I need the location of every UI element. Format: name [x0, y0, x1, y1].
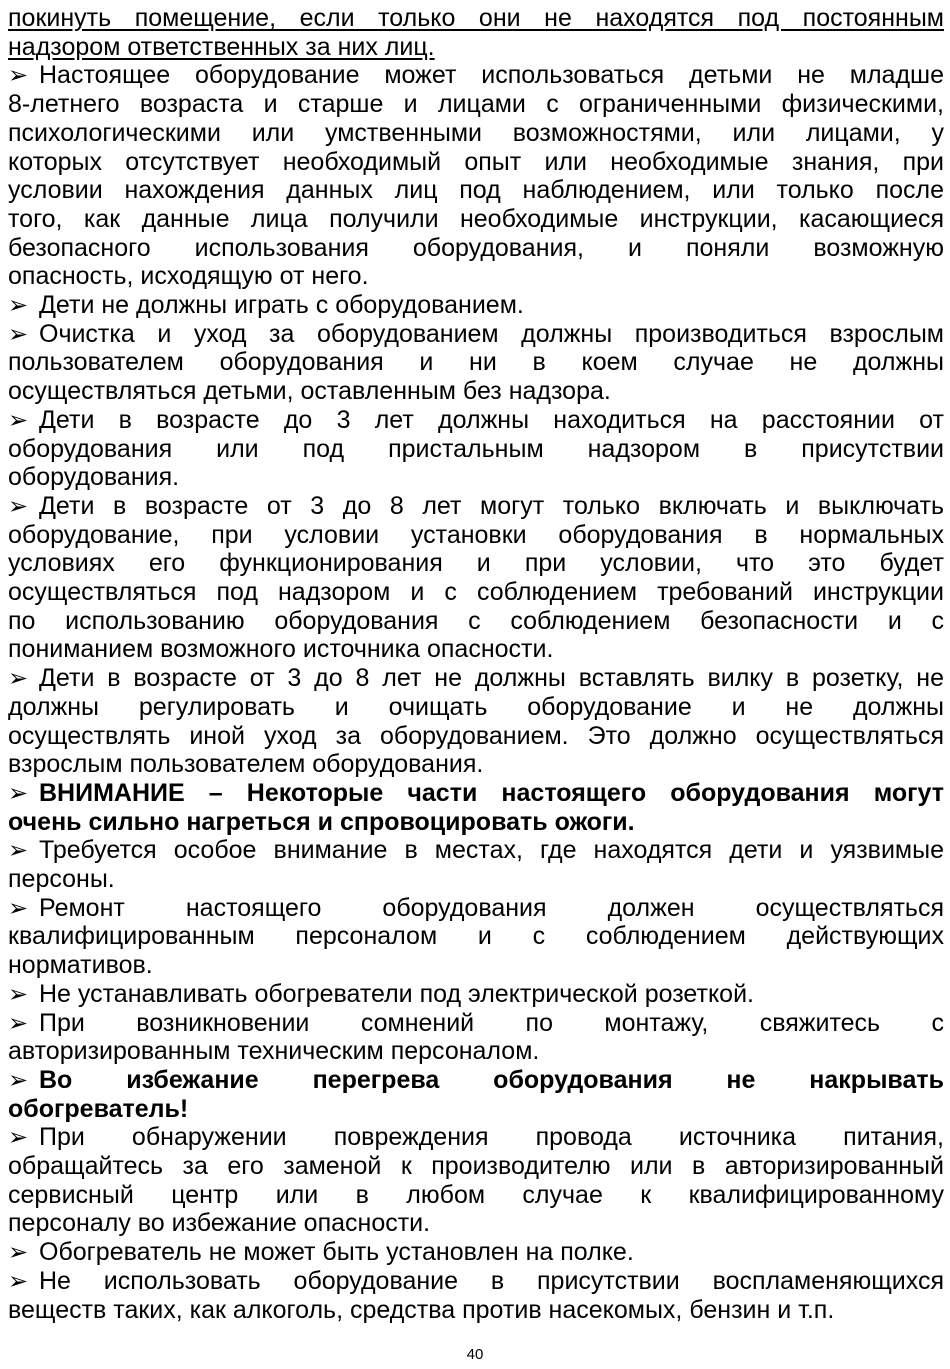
- list-item-line: [8, 262, 944, 291]
- list-item-first-line: [8, 664, 944, 693]
- list-item-line: [8, 549, 944, 578]
- list-item-line: [8, 1296, 944, 1325]
- text-line: персоны.: [8, 865, 115, 893]
- list-item-line: [8, 607, 944, 636]
- list-item-line: [8, 578, 944, 607]
- text-line: условиях его функционирования и при условии, что это будет: [8, 549, 944, 578]
- list-item-line: [8, 348, 944, 377]
- text-line: Дети в возрасте от 3 до 8 лет не должны вставлять вилку в розетку, не: [39, 664, 944, 693]
- intro-line: [8, 4, 944, 33]
- list-item-first-line: [8, 406, 944, 435]
- text-line: При обнаружении повреждения провода источника питания,: [39, 1123, 944, 1152]
- text-line: надзором ответственных за них лиц.: [8, 32, 435, 61]
- list-item-first-line: [8, 779, 944, 808]
- arrow-bullet-icon: ➢: [8, 893, 29, 922]
- list-item-first-line: [8, 980, 944, 1009]
- list-item-line: [8, 808, 944, 837]
- arrow-bullet-icon: ➢: [8, 291, 29, 319]
- text-line: Не устанавливать обогреватели под электрической розеткой.: [39, 979, 754, 1008]
- list-item-first-line: [8, 320, 944, 349]
- list-item-line: [8, 635, 944, 664]
- text-line: Очистка и уход за оборудованием должны производиться взрослым: [39, 319, 944, 348]
- list-item-line: [8, 693, 944, 722]
- text-line: авторизированным техническим персоналом.: [8, 1037, 540, 1066]
- arrow-bullet-icon: ➢: [8, 1065, 29, 1094]
- text-line: Во избежание перегрева оборудования не накрывать: [39, 1065, 944, 1094]
- list-item-line: [8, 922, 944, 951]
- text-line: психологическими или умственными возможностями, или лицами, у: [8, 118, 944, 147]
- text-line: по использованию оборудования с соблюдением безопасности и с: [8, 606, 944, 635]
- list-item-first-line: [8, 1066, 944, 1095]
- list-item-line: [8, 1095, 944, 1124]
- text-line: осуществляться под надзором и с соблюдением требований инструкции: [8, 578, 944, 606]
- list-item-first-line: [8, 1267, 944, 1296]
- text-line: ВНИМАНИЕ – Некоторые части настоящего оборудования могут: [39, 778, 944, 807]
- arrow-bullet-icon: ➢: [8, 61, 29, 90]
- text-line: оборудования.: [8, 463, 180, 492]
- page-number: 40: [466, 1346, 484, 1363]
- arrow-bullet-icon: ➢: [8, 1266, 29, 1295]
- text-line: Требуется особое внимание в местах, где находятся дети и уязвимые: [39, 836, 944, 865]
- list-item-first-line: [8, 291, 944, 320]
- text-line: квалифицированным персоналом и с соблюдением действующих: [8, 922, 944, 951]
- arrow-bullet-icon: ➢: [8, 979, 29, 1008]
- text-line: должны регулировать и очищать оборудование и не должны: [8, 692, 944, 721]
- list-item-line: [8, 435, 944, 464]
- text-line: обогреватель!: [8, 1094, 189, 1123]
- list-item-first-line: [8, 492, 944, 521]
- list-item-line: [8, 148, 944, 177]
- list-item-line: [8, 1181, 944, 1210]
- arrow-bullet-icon: ➢: [8, 405, 29, 434]
- list-item-first-line: [8, 61, 944, 90]
- text-line: При возникновении сомнений по монтажу, свяжитесь с: [39, 1008, 944, 1037]
- text-line: пониманием возможного источника опасности.: [8, 635, 554, 664]
- text-line: обращайтесь за его заменой к производителю или в авторизированный: [8, 1152, 944, 1180]
- text-line: оборудования или под пристальным надзором в присутствии: [8, 434, 944, 463]
- list-item-line: [8, 377, 944, 406]
- list-item-line: [8, 205, 944, 234]
- text-line: Настоящее оборудование может использоваться детьми не младше: [39, 61, 944, 90]
- list-item-line: [8, 750, 944, 779]
- list-item-line: [8, 1037, 944, 1066]
- list-item-line: [8, 722, 944, 751]
- list-item-line: [8, 176, 944, 205]
- list-item-line: [8, 521, 944, 550]
- text-line: оборудование, при условии установки оборудования в нормальных: [8, 520, 944, 549]
- arrow-bullet-icon: ➢: [8, 491, 29, 520]
- list-item-line: [8, 1152, 944, 1181]
- text-line: условии нахождения данных лиц под наблюдением, или только после: [8, 176, 944, 205]
- text-line: Дети в возрасте от 3 до 8 лет могут только включать и выключать: [39, 491, 944, 520]
- list-item-first-line: [8, 894, 944, 923]
- text-line: нормативов.: [8, 951, 153, 980]
- intro-line: [8, 33, 944, 62]
- text-line: персоналу во избежание опасности.: [8, 1209, 431, 1238]
- arrow-bullet-icon: ➢: [8, 1008, 29, 1037]
- text-line: опасность, исходящую от него.: [8, 262, 369, 291]
- list-item-line: [8, 90, 944, 119]
- text-line: того, как данные лица получили необходимые инструкции, касающиеся: [8, 204, 944, 233]
- text-line: взрослым пользователем оборудования.: [8, 750, 484, 779]
- list-item-line: [8, 865, 944, 894]
- arrow-bullet-icon: ➢: [8, 836, 29, 865]
- list-item-first-line: [8, 1009, 944, 1038]
- text-line: Не использовать оборудование в присутствии воспламеняющихся: [39, 1266, 944, 1295]
- text-line: веществ таких, как алкоголь, средства против насекомых, бензин и т.п.: [8, 1295, 835, 1324]
- text-line: очень сильно нагреться и спровоцировать ожоги.: [8, 807, 635, 836]
- text-line: сервисный центр или в любом случае к квалифицированному: [8, 1180, 944, 1209]
- list-item-first-line: [8, 836, 944, 865]
- arrow-bullet-icon: ➢: [8, 1238, 29, 1267]
- text-line: осуществлять иной уход за оборудованием. Это должно осуществляться: [8, 721, 944, 750]
- list-item-line: [8, 234, 944, 263]
- text-line: 8-летнего возраста и старше и лицами с ограниченными физическими,: [8, 90, 944, 119]
- list-item-line: [8, 1209, 944, 1238]
- arrow-bullet-icon: ➢: [8, 664, 29, 693]
- list-item-first-line: [8, 1123, 944, 1152]
- text-line: Ремонт настоящего оборудования должен осуществляться: [39, 893, 944, 922]
- text-line: которых отсутствует необходимый опыт или необходимые знания, при: [8, 147, 944, 176]
- list-item-line: [8, 951, 944, 980]
- arrow-bullet-icon: ➢: [8, 778, 29, 807]
- text-line: Обогреватель не может быть установлен на полке.: [39, 1238, 634, 1267]
- text-line: Дети в возрасте до 3 лет должны находиться на расстоянии от: [39, 405, 944, 434]
- text-line: Дети не должны играть с оборудованием.: [39, 291, 524, 319]
- arrow-bullet-icon: ➢: [8, 319, 29, 348]
- text-line: осуществляться детьми, оставленным без надзора.: [8, 377, 611, 406]
- text-line: безопасного использования оборудования, и поняли возможную: [8, 233, 944, 262]
- arrow-bullet-icon: ➢: [8, 1123, 29, 1152]
- text-line: покинуть помещение, если только они не находятся под постоянным: [8, 4, 944, 32]
- list-item-line: [8, 119, 944, 148]
- list-item-line: [8, 463, 944, 492]
- text-line: пользователем оборудования и ни в коем случае не должны: [8, 348, 944, 377]
- list-item-first-line: [8, 1238, 944, 1267]
